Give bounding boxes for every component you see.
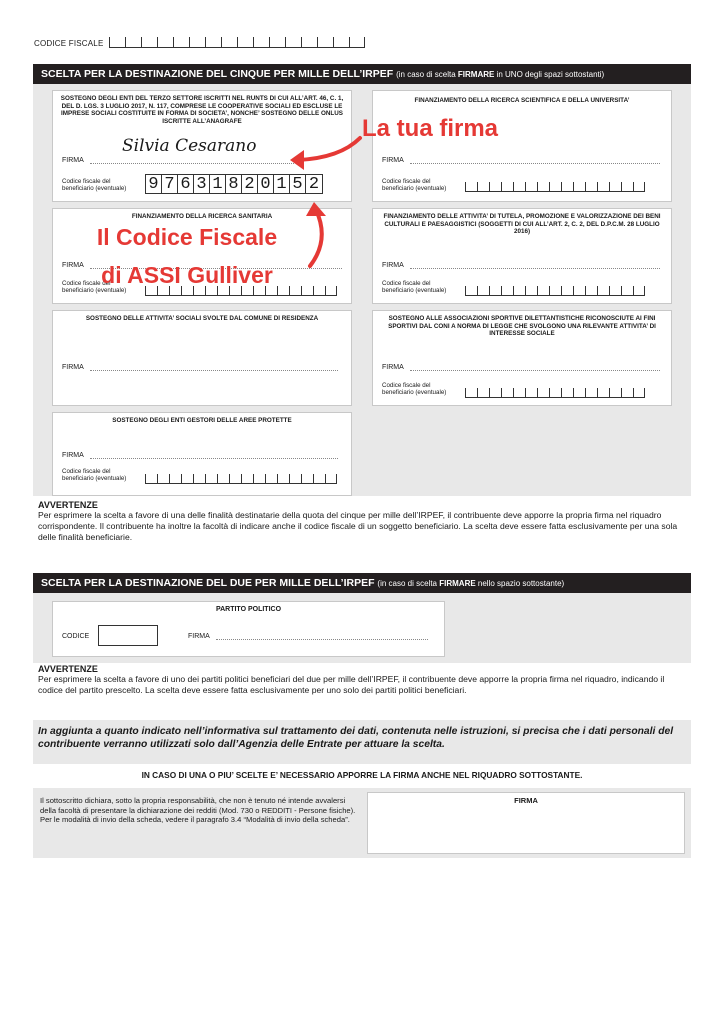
cinque-avvertenze-text: Per esprimere la scelta a favore di una delle finalità destinatarie della quota del cinque per mille dell’IRPEF, il contribuente deve apporre la propria firma nel riquadro corrispondente. Il contribuente ha inoltre la facoltà di indicare anche il codice fiscale di un soggetto beneficiario. La scelta deve essere fatta esclusivamente per una sola delle finalità beneficiarie.	[38, 510, 678, 542]
sportive-cf-cells[interactable]	[465, 384, 645, 398]
terzo-settore-cf-label: Codice fiscale del beneficiario (eventuale)	[62, 178, 127, 192]
cinque-header-title: SCELTA PER LA DESTINAZIONE DEL CINQUE PER MILLE DELL’IRPEF	[41, 68, 394, 80]
partito-politico-title: PARTITO POLITICO	[215, 606, 282, 613]
box-aree-protette-title: SOSTEGNO DEGLI ENTI GESTORI DELLE AREE PROTETTE	[112, 417, 292, 424]
box-firma-finale[interactable]	[367, 792, 685, 854]
declaration-text: Il sottoscritto dichiara, sotto la propria responsabilità, che non è tenuto né intende avvalersi della facoltà di presentare la dichiarazione dei redditi (Mod. 730 o REDDITI - Persone fisiche). Per le modalità di invio della scheda, vedere il paragrafo 3.4 “Modalità di invio della scheda”.	[40, 796, 356, 824]
firma-label: FIRMA	[62, 157, 84, 164]
firma-line[interactable]	[90, 156, 294, 164]
ricerca-scientifica-cf-cells[interactable]	[465, 178, 645, 192]
beni-culturali-firma-row[interactable]: FIRMA	[382, 261, 660, 269]
box-ricerca-sanitaria-title: FINANZIAMENTO DELLA RICERCA SANITARIA	[131, 213, 273, 220]
firma-obbligatoria-notice: IN CASO DI UNA O PIU’ SCELTE E’ NECESSARIO APPORRE LA FIRMA ANCHE NEL RIQUADRO SOTTOSTANTE.	[141, 770, 583, 780]
annotation-la-tua-firma: La tua firma	[362, 115, 499, 142]
due-per-mille-header	[33, 573, 691, 593]
cinque-per-mille-header	[33, 64, 691, 84]
annotation-codice-fiscale: Il Codice Fiscale di ASSI Gulliver	[96, 224, 278, 288]
ricerca-scientifica-firma-row[interactable]: FIRMA	[382, 156, 660, 164]
cinque-avvertenze	[38, 500, 688, 543]
ricerca-scientifica-cf-label: Codice fiscale del beneficiario (eventuale)	[382, 178, 447, 192]
box-beni-culturali-title: FINANZIAMENTO DELLE ATTIVITA’ DI TUTELA, PROMOZIONE E VALORIZZAZIONE DEI BENI CULTURALI E PAESAGGISTICI (SOGGETTI DI CUI ALL’ART. 2, C. 2, DEL D.P.C.M. 28 LUGLIO 2016)	[383, 213, 661, 235]
sportive-cf-label: Codice fiscale del beneficiario (eventuale)	[382, 382, 447, 396]
partito-codice-input[interactable]	[98, 625, 158, 646]
ricerca-sanitaria-firma-row[interactable]: FIRMA	[62, 261, 342, 269]
due-avvertenze-title: AVVERTENZE	[38, 664, 98, 674]
due-avvertenze	[38, 664, 688, 696]
box-comune-residenza-title: SOSTEGNO DELLE ATTIVITA’ SOCIALI SVOLTE DAL COMUNE DI RESIDENZA	[85, 315, 319, 322]
due-header-title: SCELTA PER LA DESTINAZIONE DEL DUE PER MILLE DELL’IRPEF	[41, 577, 375, 589]
handwritten-signature: Silvia Cesarano	[122, 136, 257, 156]
arrow-to-codice-icon	[296, 200, 336, 272]
codice-fiscale-beneficiario-filled[interactable]: 9 7 6 3 1 8 2 0 1 5 2	[145, 174, 323, 194]
partito-codice-label: CODICE	[62, 633, 90, 640]
firma-finale-label: FIRMA	[514, 796, 538, 805]
due-header-sub: (in caso di scelta FIRMARE nello spazio sottostante)	[377, 579, 565, 588]
aree-protette-cf-label: Codice fiscale del beneficiario (eventuale)	[62, 468, 127, 482]
due-avvertenze-text: Per esprimere la scelta a favore di uno dei partiti politici beneficiari del due per mille dell’IRPEF, il contribuente deve apporre la propria firma nel riquadro, indicando il codice del partito prescelto. La scelta deve essere fatta esclusivamente per uno solo dei partiti politici beneficiari.	[38, 674, 665, 695]
aree-protette-cf-cells[interactable]	[145, 470, 337, 484]
cinque-avvertenze-title: AVVERTENZE	[38, 500, 98, 510]
box-terzo-settore-title: SOSTEGNO DEGLI ENTI DEL TERZO SETTORE ISCRITTI NEL RUNTS DI CUI ALL’ART. 46, C. 1, DEL D. LGS. 3 LUGLIO 2017, N. 117, COMPRESE LE COOPERATIVE SOCIALI ED ESCLUSE LE IMPRESE SOCIALI COSTITUITE IN FORMA DI SOCIETA’, NONCHE’ SOSTEGNO DELLE ONLUS ISCRITTE ALL’ANAGRAFE	[60, 95, 344, 125]
terzo-settore-firma-row[interactable]	[62, 156, 294, 164]
box-associazioni-sportive-title: SOSTEGNO ALLE ASSOCIAZIONI SPORTIVE DILETTANTISTICHE RICONOSCIUTE AI FINI SPORTIVI DAL CONI A NORMA DI LEGGE CHE SVOLGONO UNA RILEVANTE ATTIVITA’ DI INTERESSE SOCIALE	[388, 315, 656, 337]
ricerca-sanitaria-cf-label: Codice fiscale del beneficiario (eventuale)	[62, 280, 127, 294]
codice-fiscale-top	[34, 34, 365, 48]
aree-protette-firma-row[interactable]: FIRMA	[62, 451, 338, 459]
codice-fiscale-cells[interactable]	[109, 34, 365, 48]
codice-fiscale-label: CODICE FISCALE	[34, 39, 104, 48]
comune-firma-row[interactable]: FIRMA	[62, 363, 338, 371]
beni-culturali-cf-cells[interactable]	[465, 282, 645, 296]
cinque-header-sub: (in caso di scelta FIRMARE in UNO degli spazi sottostanti)	[396, 70, 605, 79]
arrow-to-signature-icon	[280, 130, 380, 180]
box-comune-residenza	[52, 310, 352, 406]
beni-culturali-cf-label: Codice fiscale del beneficiario (eventuale)	[382, 280, 447, 294]
partito-firma-row[interactable]: FIRMA	[188, 632, 428, 640]
info-italic-text: In aggiunta a quanto indicato nell’informativa sul trattamento dei dati, contenuta nelle istruzioni, si precisa che i dati personali del contribuente verranno utilizzati solo dall’Agenzia delle Entrate per attuare la scelta.	[38, 726, 674, 750]
sportive-firma-row[interactable]: FIRMA	[382, 363, 660, 371]
box-ricerca-scientifica-title: FINANZIAMENTO DELLA RICERCA SCIENTIFICA E DELLA UNIVERSITA’	[414, 97, 630, 104]
